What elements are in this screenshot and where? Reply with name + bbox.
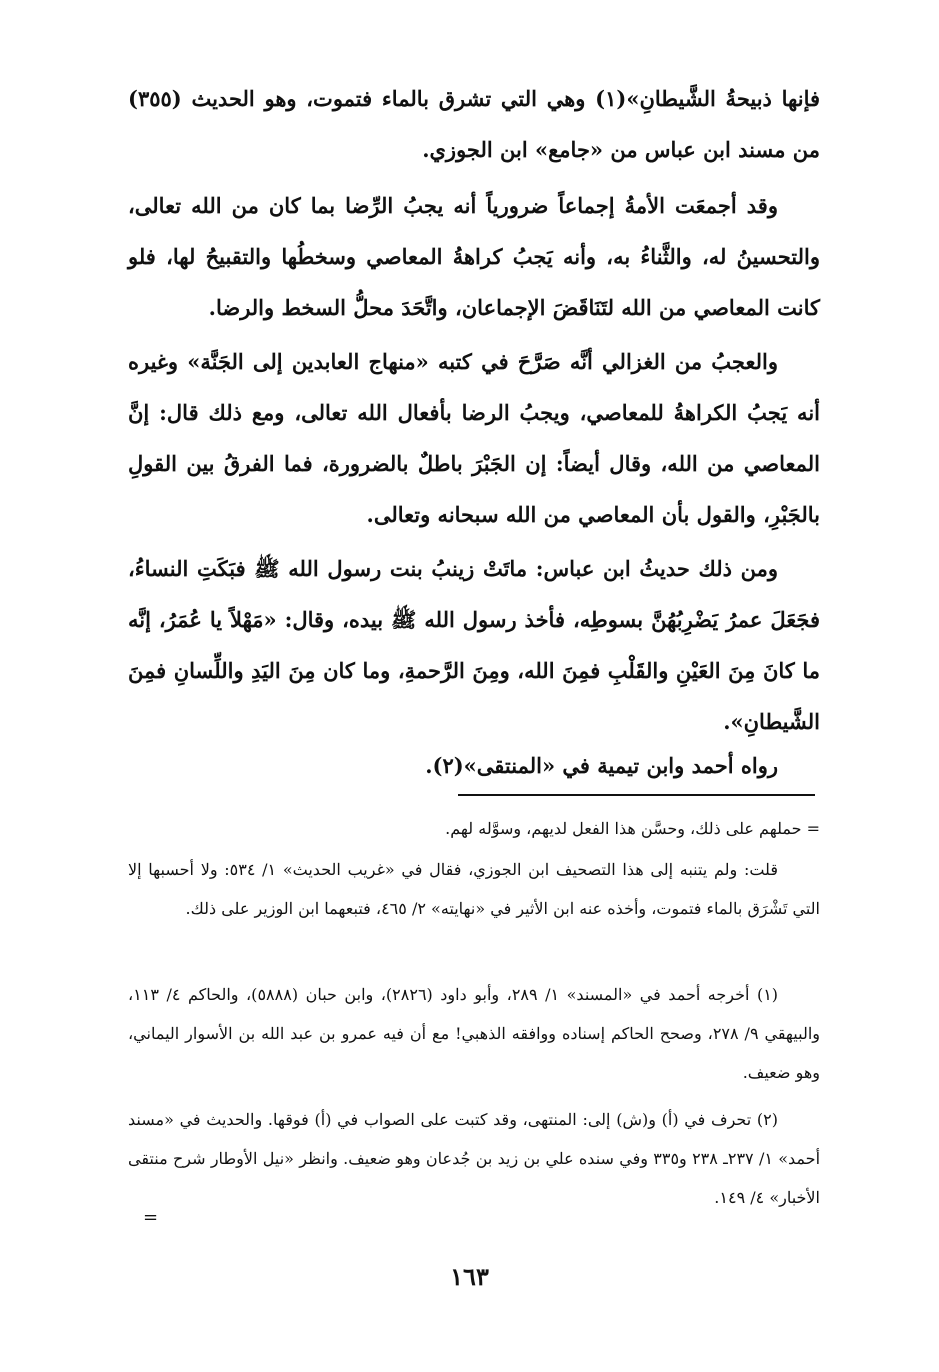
main-paragraph-5-text: رواه أحمد وابن تيمية في «المنتقى»(٢). xyxy=(425,753,778,778)
footnote-2 xyxy=(128,1100,820,1217)
main-paragraph-3-text: والعجبُ من الغزالي أنَّه صَرَّحَ في كتبه «منهاج العابدين إلى الجَنَّة» وغيره أنه يَجبُ الكراهةُ للمعاصي، ويجبُ الرضا بأفعال الله تعالى، ومع ذلك قال: إنَّ المعاصي من الله، وقال أيضاً: إن الجَبْرَ باطلٌ بالضرورة، فما الفرقُ بين القولِ بالجَبْرِ، والقول بأن المعاصي من الله سبحانه وتعالى. xyxy=(128,349,820,527)
main-paragraph-4 xyxy=(128,543,820,747)
footnote-1 xyxy=(128,975,820,1092)
main-paragraph-1 xyxy=(128,73,820,175)
main-paragraph-2 xyxy=(128,180,820,333)
footnote-separator xyxy=(458,794,815,796)
footnote-continuation-mark: = xyxy=(143,1207,159,1228)
main-paragraph-1-text: فإنها ذبيحةُ الشَّيطانِ»(١) وهي التي تشرق بالماء فتموت، وهو الحديث (٣٥٥) من مسند ابن عباس من «جامع» ابن الجوزي. xyxy=(128,86,821,162)
main-paragraph-5 xyxy=(128,740,820,791)
footnote-remark-text: قلت: ولم يتنبه إلى هذا التصحيف ابن الجوزي، فقال في «غريب الحديث» ١/ ٥٣٤: ولا أحسبها إلا التي تَشْرَق بالماء فتموت، وأخذه عنه ابن الأثير في «نهايته» ٢/ ٤٦٥، فتبعهما ابن الوزير على ذلك. xyxy=(128,860,820,918)
main-paragraph-4-text: ومن ذلك حديثُ ابن عباس: ماتَتْ زينبُ بنت رسول الله ﷺ فبَكَتِ النساءُ، فجَعَلَ عمرُ يَضْرِبُهُنَّ بسوطِه، فأخذ رسول الله ﷺ بيده، وقال: «مَهْلاً يا عُمَرُ، إنَّه ما كانَ مِنَ العَيْنِ والقَلْبِ فمِنَ الله، ومِنَ الرَّحمةِ، وما كان مِنَ اليَدِ واللِّسانِ فمِنَ الشَّيطانِ». xyxy=(128,556,820,734)
footnote-1-text: (١) أخرجه أحمد في «المسند» ١/ ٢٨٩، وأبو داود (٢٨٢٦)، وابن حبان (٥٨٨٨)، والحاكم ٤/ ١١٣، والبيهقي ٩/ ٢٧٨، وصحح الحاكم إسناده ووافقه الذهبي! مع أن فيه عمرو بن عبد الله بن الأسوار اليماني، وهو ضعيف. xyxy=(128,985,820,1082)
main-paragraph-3 xyxy=(128,336,820,540)
footnote-continuation xyxy=(128,809,820,848)
main-paragraph-2-text: وقد أجمعَت الأمةُ إجماعاً ضرورياً أنه يجبُ الرِّضا بما كان من الله تعالى، والتحسينُ له، والثَّناءُ به، وأنه يَجبُ كراهةُ المعاصي وسخطُها والتقبيحُ لها، فلو كانت المعاصي من الله لتَنَاقَضَ الإجماعان، واتَّحَدَ محلُّ السخط والرضا. xyxy=(128,193,820,320)
footnote-remark xyxy=(128,850,820,928)
footnote-continuation-text: = حملهم على ذلك، وحسَّن هذا الفعل لديهم، وسوَّله لهم. xyxy=(445,819,820,838)
footnote-2-text: (٢) تحرف في (أ) و(ش) إلى: المنتهى، وقد كتبت على الصواب في (أ) فوقها. والحديث في «مسند أحمد» ١/ ٢٣٧ـ ٢٣٨ و٣٣٥ وفي سنده علي بن زيد بن جُدعان وهو ضعيف. وانظر «نيل الأوطار شرح منتقى الأخبار» ٤/ ١٤٩. xyxy=(128,1110,821,1207)
page-number: ١٦٣ xyxy=(450,1262,489,1291)
